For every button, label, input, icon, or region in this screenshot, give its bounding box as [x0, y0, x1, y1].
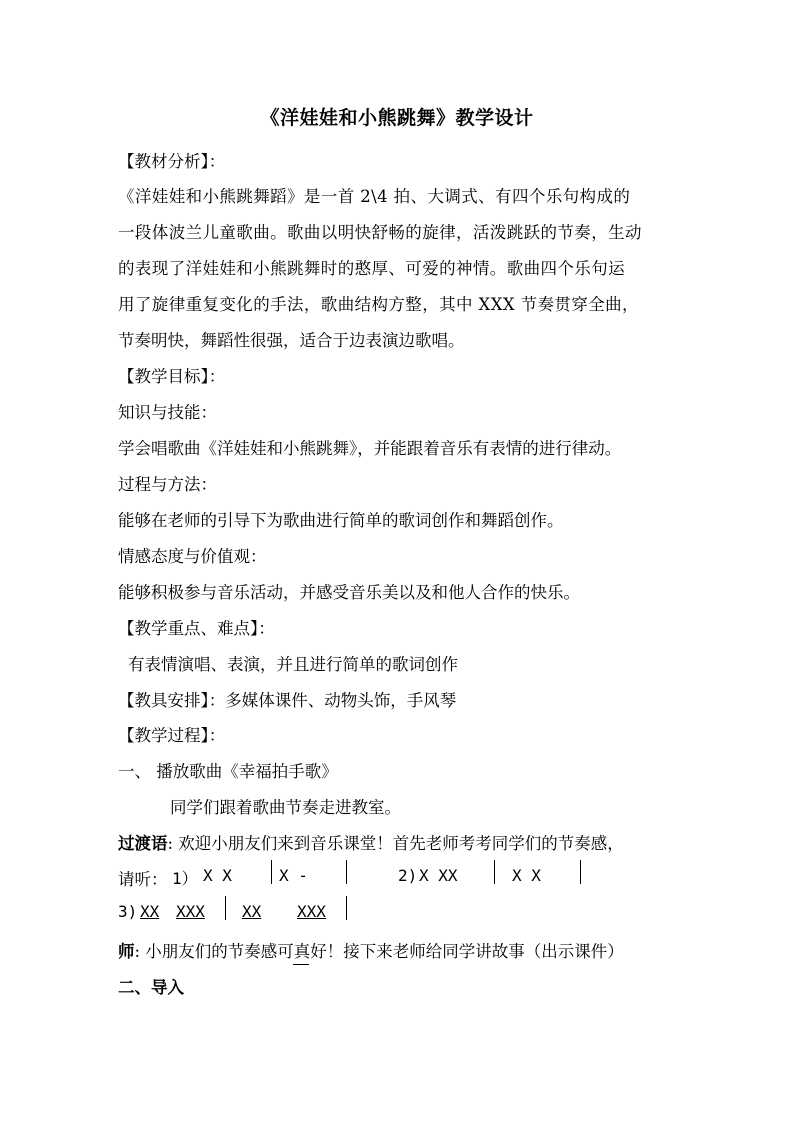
process-label: 过程与方法： — [118, 475, 217, 494]
knowledge-text: 学会唱歌曲《洋娃娃和小熊跳舞》，并能跟着音乐有表情的进行律动。 — [118, 439, 622, 458]
knowledge-label: 知识与技能： — [118, 403, 217, 422]
tools-line — [118, 687, 683, 711]
step-one: 一、 播放歌曲《幸福拍手歌》 — [118, 762, 338, 781]
analysis-line: 一段体波兰儿童歌曲。歌曲以明快舒畅的旋律，活泼跳跃的节奏，生动 — [118, 223, 642, 242]
rhythm-one-measure-a: X X — [203, 866, 232, 885]
rhythm-three-number: 3) — [118, 902, 138, 921]
analysis-heading: 【教材分析】： — [118, 152, 226, 171]
tools-text: 多媒体课件、动物头饰，手风琴 — [225, 691, 457, 710]
analysis-line: 的表现了洋娃娃和小熊跳舞时的憨厚、可爱的神情。歌曲四个乐句运 — [118, 259, 625, 278]
rhythm-three-note-a1: XX — [140, 902, 160, 921]
barline — [494, 860, 495, 884]
analysis-line: 《洋娃娃和小熊跳舞蹈》是一首 2\4 拍、大调式、有四个乐句构成的 — [118, 187, 631, 206]
process-text: 能够在老师的引导下为歌曲进行简单的歌词创作和舞蹈创作。 — [118, 511, 564, 530]
listen-label: 请听： — [118, 870, 168, 889]
barline — [346, 896, 347, 920]
procedure-heading: 【教学过程】： — [118, 726, 226, 745]
teacher-label: 师 — [118, 942, 135, 961]
keypoints-text: 有表情演唱、表演，并且进行简单的歌词创作 — [128, 655, 458, 674]
rhythm-two-number: 2) — [398, 866, 418, 885]
transition-line — [118, 830, 683, 854]
analysis-line: 用了旋律重复变化的手法，歌曲结构方整，其中 XXX 节奏贯穿全曲， — [118, 295, 639, 314]
document-title: 《洋娃娃和小熊跳舞》教学设计 — [260, 107, 534, 129]
analysis-line: 节奏明快，舞蹈性很强，适合于边表演边歌唱。 — [118, 331, 465, 350]
rhythm-two-measure-a: X XX — [419, 866, 458, 885]
step-two: 二、导入 — [118, 978, 184, 997]
transition-label: 过渡语 — [118, 834, 168, 853]
rhythm-one-measure-b: X - — [279, 866, 308, 885]
stray-mark — [293, 964, 309, 965]
step-one-detail: 同学们跟着歌曲节奏走进教室。 — [170, 798, 401, 817]
keypoints-heading: 【教学重点、难点】： — [118, 619, 275, 638]
barline — [271, 860, 272, 884]
goals-heading: 【教学目标】： — [118, 367, 226, 386]
emotion-label: 情感态度与价值观： — [118, 547, 267, 566]
emotion-text: 能够积极参与音乐活动，并感受音乐美以及和他人合作的快乐。 — [118, 583, 580, 602]
barline — [580, 860, 581, 884]
teacher-text: : 小朋友们的节奏感可真好！接下来老师给同学讲故事（出示课件） — [134, 942, 624, 961]
barline — [346, 860, 347, 884]
rhythm-three-note-b1: XX — [242, 902, 262, 921]
rhythm-three-note-b2: XXX — [297, 902, 326, 921]
rhythm-three-note-a2: XXX — [176, 902, 205, 921]
rhythm-one-number: 1） — [172, 869, 198, 888]
barline — [225, 896, 226, 920]
transition-text: : 欢迎小朋友们来到音乐课堂！首先老师考考同学们的节奏感， — [167, 834, 624, 853]
teacher-line — [118, 938, 683, 962]
rhythm-two-measure-b: X X — [512, 866, 541, 885]
tools-heading: 【教具安排】： — [118, 691, 226, 710]
